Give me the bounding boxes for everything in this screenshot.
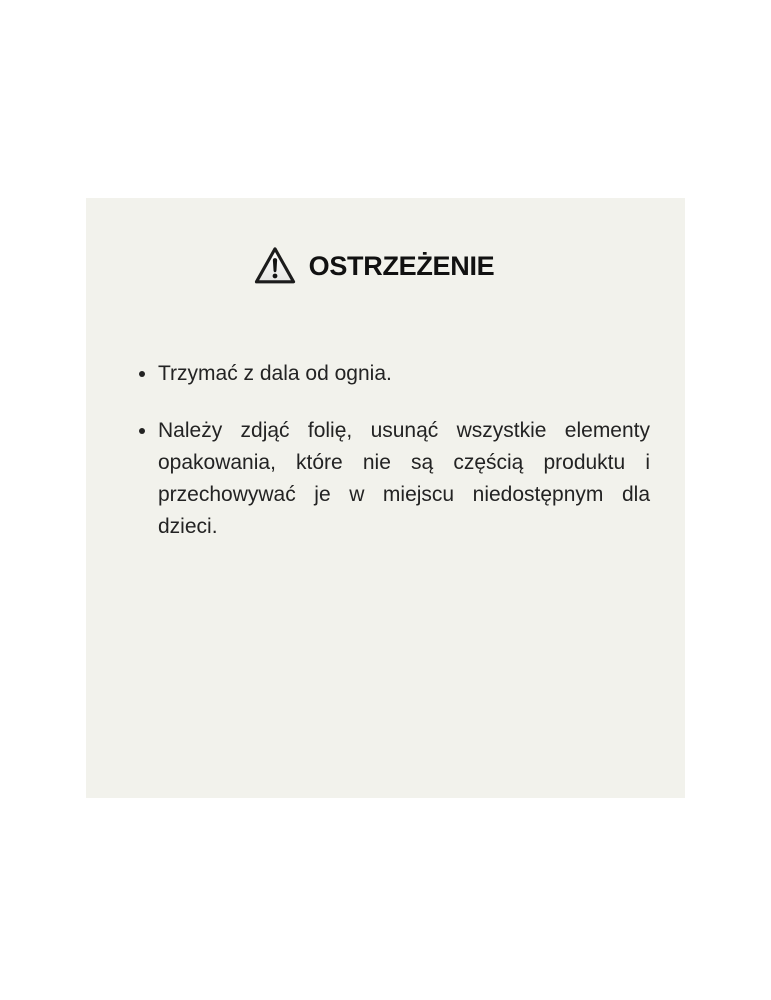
warning-item: • Trzymać z dala od ognia. [158, 358, 650, 390]
warning-title: OSTRZEŻENIE [308, 250, 495, 281]
warning-item: • Należy zdjąć folię, usunąć wszystkie elementy opakowania, które nie są częścią produktu i przechowywać je w miejscu niedostępnym dla dzieci. [158, 415, 650, 543]
warning-triangle-icon [253, 244, 297, 288]
warning-list [86, 358, 685, 543]
warning-header [86, 198, 661, 288]
warning-card [86, 198, 685, 798]
